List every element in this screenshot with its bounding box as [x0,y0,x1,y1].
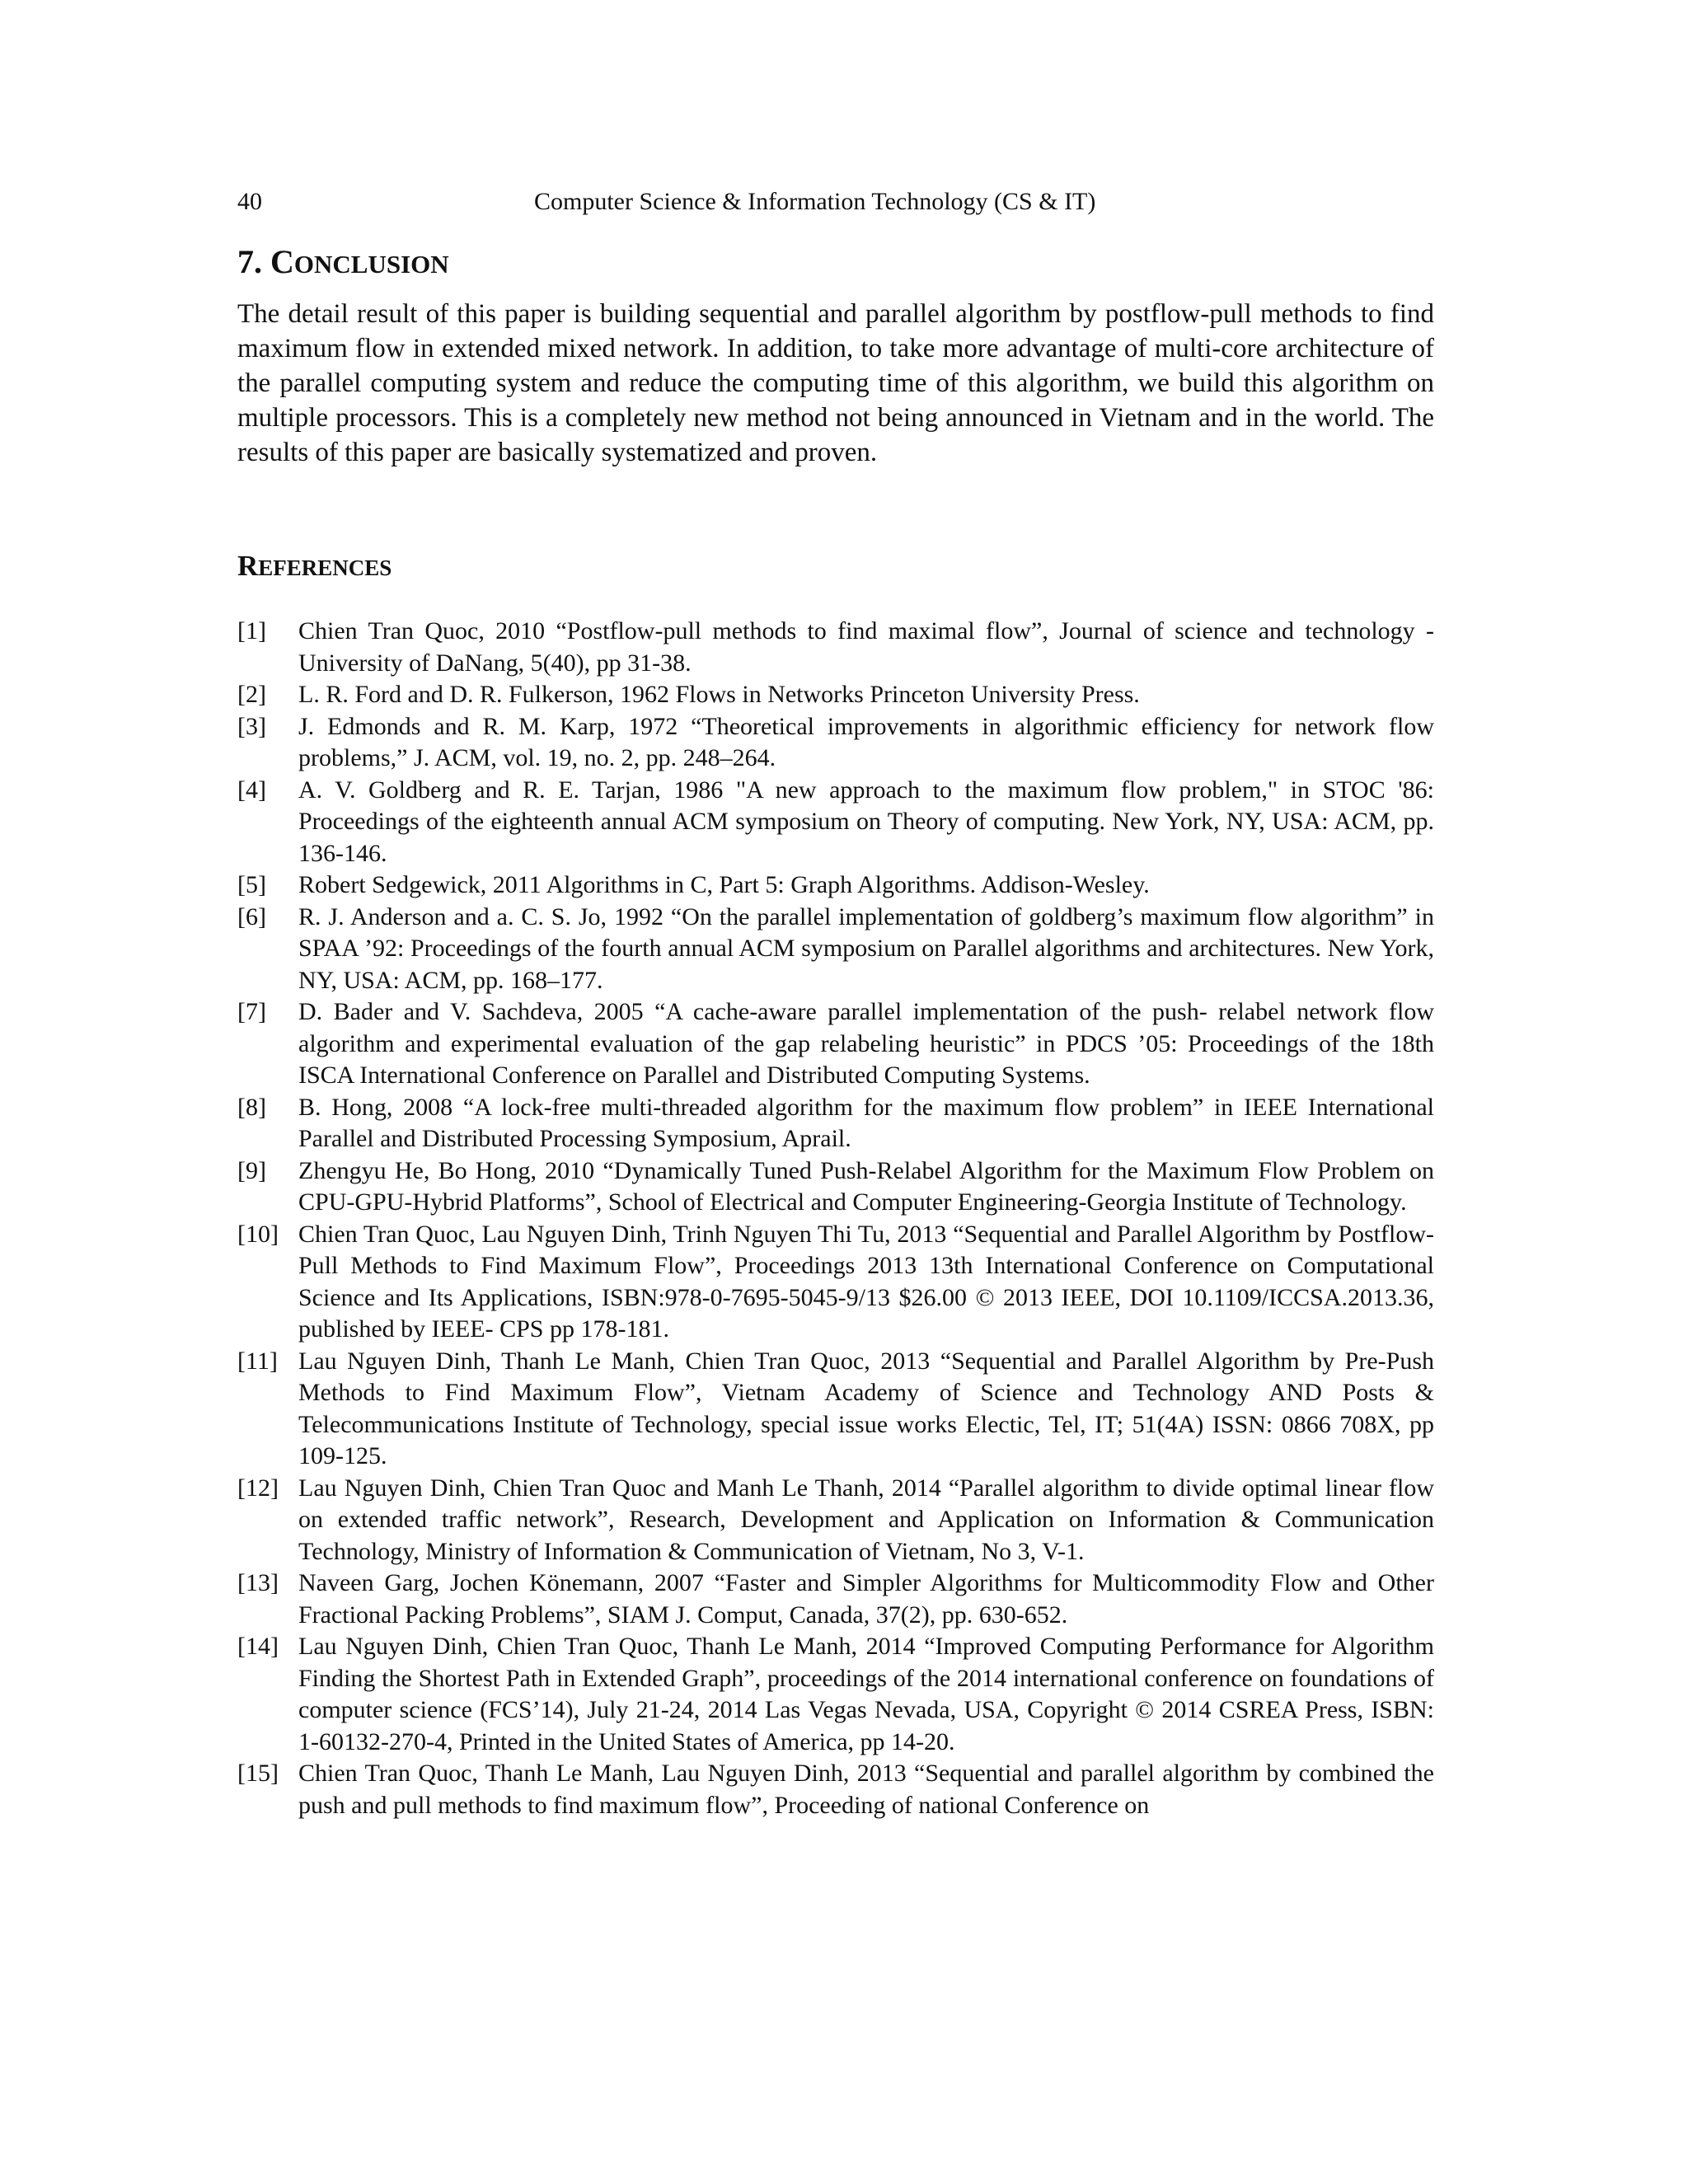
reference-number: [8] [237,1093,266,1121]
reference-text: Lau Nguyen Dinh, Chien Tran Quoc, Thanh Le Manh, 2014 “Improved Computing Performance for Algorithm Finding the Shortest Path in Extended Graph”, proceedings of the 2014 international conference on foundations of computer science (FCS’14), July 21-24, 2014 Las Vegas Nevada, USA, Copyright © 2014 CSREA Press, ISBN: 1-60132-270-4, Printed in the United States of America, pp 14-20. [298,1633,1434,1755]
reference-item [237,902,1434,997]
references-heading-rest: EFERENCES [258,555,392,580]
reference-number: [14] [237,1633,279,1660]
reference-item [237,775,1434,870]
reference-text: Zhengyu He, Bo Hong, 2010 “Dynamically Tuned Push-Relabel Algorithm for the Maximum Flow Problem on CPU-GPU-Hybrid Platforms”, School of Electrical and Computer Engineering-Georgia Institute of Technology. [298,1156,1434,1216]
reference-number: [9] [237,1156,266,1184]
reference-number: [12] [237,1474,279,1502]
conclusion-heading-rest: ONCLUSION [293,250,449,279]
reference-item [237,1631,1434,1758]
reference-item [237,616,1434,679]
reference-number: [4] [237,776,266,804]
reference-number: [15] [237,1760,279,1787]
conclusion-paragraph: The detail result of this paper is building sequential and parallel algorithm by postflow-pull methods to find maximum flow in extended mixed network. In addition, to take more advantage of multi-core architecture of the parallel computing system and reduce the computing time of this algorithm, we build this algorithm on multiple processors. This is a completely new method not being announced in Vietnam and in the world. The results of this paper are basically systematized and proven. [237,299,1434,467]
reference-number: [2] [237,681,266,708]
reference-text: L. R. Ford and D. R. Fulkerson, 1962 Flows in Networks Princeton University Press. [298,681,1140,708]
reference-item [237,869,1434,902]
reference-text: Lau Nguyen Dinh, Chien Tran Quoc and Manh Le Thanh, 2014 “Parallel algorithm to divide optimal linear flow on extended traffic network”, Research, Development and Application on Information & Communication Technology, Ministry of Information & Communication of Vietnam, No 3, V-1. [298,1474,1434,1565]
reference-item [237,1473,1434,1568]
running-header [237,185,1434,218]
reference-number: [13] [237,1569,279,1596]
reference-number: [11] [237,1347,278,1375]
reference-item [237,1092,1434,1155]
page-number: 40 [237,188,262,215]
reference-text: Lau Nguyen Dinh, Thanh Le Manh, Chien Tran Quoc, 2013 “Sequential and Parallel Algorithm by Pre-Push Methods to Find Maximum Flow”, Vietnam Academy of Science and Technology AND Posts & Telecommunications Institute of Technology, special issue works Electic, Tel, IT; 51(4A) ISSN: 0866 708X, pp 109-125. [298,1347,1434,1469]
reference-item [237,1568,1434,1631]
reference-item [237,1219,1434,1346]
reference-number: [7] [237,998,266,1025]
reference-text: Chien Tran Quoc, 2010 “Postflow-pull methods to find maximal flow”, Journal of science and technology - University of DaNang, 5(40), pp 31-38. [298,617,1434,677]
references-heading [237,546,392,588]
journal-title: Computer Science & Information Technology (CS & IT) [534,188,1096,215]
conclusion-heading [237,239,449,288]
reference-text: R. J. Anderson and a. C. S. Jo, 1992 “On the parallel implementation of goldberg’s maximum flow algorithm” in SPAA ’92: Proceedings of the fourth annual ACM symposium on Parallel algorithms and architectures. New York, NY, USA: ACM, pp. 168–177. [298,902,1434,994]
reference-item [237,711,1434,775]
conclusion-heading-prefix: 7. C [237,243,294,280]
reference-number: [6] [237,902,266,930]
reference-item [237,1346,1434,1473]
reference-text: A. V. Goldberg and R. E. Tarjan, 1986 "A new approach to the maximum flow problem," in STOC '86: Proceedings of the eighteenth annual ACM symposium on Theory of computing. New York, NY, USA: ACM, pp. 136-146. [298,776,1434,867]
reference-item [237,1758,1434,1821]
reference-text: B. Hong, 2008 “A lock-free multi-threaded algorithm for the maximum flow problem” in IEEE International Parallel and Distributed Processing Symposium, Aprail. [298,1093,1434,1152]
reference-list [237,616,1434,1821]
reference-item [237,679,1434,711]
reference-text: D. Bader and V. Sachdeva, 2005 “A cache-aware parallel implementation of the push- relabel network flow algorithm and experimental evaluation of the gap relabeling heuristic” in PDCS ’05: Proceedings of the 18th ISCA International Conference on Parallel and Distributed Computing Systems. [298,998,1434,1089]
reference-number: [3] [237,712,266,740]
reference-text: Chien Tran Quoc, Lau Nguyen Dinh, Trinh Nguyen Thi Tu, 2013 “Sequential and Parallel Algorithm by Postflow-Pull Methods to Find Maximum Flow”, Proceedings 2013 13th International Conference on Computational Science and Its Applications, ISBN:978-0-7695-5045-9/13 $26.00 © 2013 IEEE, DOI 10.1109/ICCSA.2013.36, published by IEEE- CPS pp 178-181. [298,1220,1434,1343]
reference-text: J. Edmonds and R. M. Karp, 1972 “Theoretical improvements in algorithmic efficiency for network flow problems,” J. ACM, vol. 19, no. 2, pp. 248–264. [298,712,1434,771]
reference-number: [5] [237,871,266,898]
reference-text: Robert Sedgewick, 2011 Algorithms in C, Part 5: Graph Algorithms. Addison-Wesley. [298,871,1150,898]
reference-item [237,1155,1434,1219]
reference-text: Naveen Garg, Jochen Könemann, 2007 “Faster and Simpler Algorithms for Multicommodity Flow and Other Fractional Packing Problems”, SIAM J. Comput, Canada, 37(2), pp. 630-652. [298,1569,1434,1629]
references-heading-prefix: R [237,550,259,582]
reference-text: Chien Tran Quoc, Thanh Le Manh, Lau Nguyen Dinh, 2013 “Sequential and parallel algorithm by combined the push and pull methods to find maximum flow”, Proceeding of national Conference on [298,1760,1434,1819]
reference-number: [1] [237,617,266,644]
reference-item [237,996,1434,1092]
reference-number: [10] [237,1220,279,1248]
